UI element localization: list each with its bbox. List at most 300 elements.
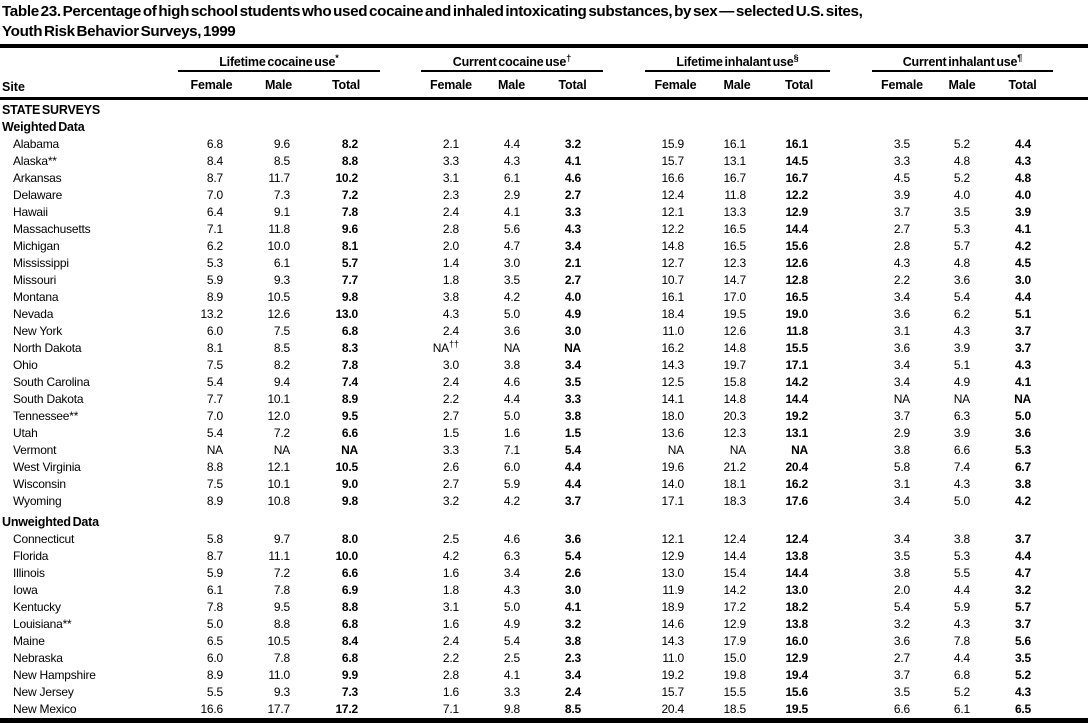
value-cell: 5.0 <box>503 409 520 423</box>
total-value-cell: 16.5 <box>785 290 808 304</box>
table-row <box>0 323 1088 340</box>
value-cell: 16.2 <box>661 341 684 355</box>
column-gap <box>603 442 645 459</box>
value-cell: 14.8 <box>661 239 684 253</box>
total-value-cell: 3.9 <box>1014 205 1032 219</box>
col-header-lifetime-cocaine-use-total: Total <box>312 71 380 99</box>
total-value-cell: 5.4 <box>564 549 581 563</box>
column-gap <box>380 391 421 408</box>
value-cell: 2.9 <box>503 188 520 202</box>
column-gap <box>603 476 645 493</box>
value-cell: 2.0 <box>893 583 910 597</box>
table-row <box>0 204 1088 221</box>
value-cell: 14.6 <box>661 617 684 631</box>
value-cell: 3.1 <box>893 324 910 338</box>
value-cell: 18.4 <box>661 307 684 321</box>
column-gap <box>830 476 872 493</box>
value-cell: 8.9 <box>206 494 223 508</box>
column-gap <box>830 170 872 187</box>
site-cell: Wisconsin <box>13 477 66 491</box>
table-row <box>0 170 1088 187</box>
total-value-cell: 17.2 <box>335 702 358 716</box>
value-cell: 3.5 <box>893 685 910 699</box>
table-row <box>0 425 1088 442</box>
column-gap <box>603 187 645 204</box>
value-cell: 14.4 <box>723 549 746 563</box>
value-cell: 5.8 <box>893 460 910 474</box>
value-cell: 14.0 <box>661 477 684 491</box>
site-cell: New York <box>13 324 63 338</box>
column-gap <box>830 238 872 255</box>
value-cell: 3.7 <box>893 668 910 682</box>
column-gap <box>603 531 645 548</box>
site-cell: South Dakota <box>13 392 84 406</box>
table-row <box>0 493 1088 510</box>
column-gap <box>603 548 645 565</box>
total-value-cell: 4.0 <box>1014 188 1032 202</box>
total-value-cell: 9.9 <box>341 668 358 682</box>
column-gap <box>380 204 421 221</box>
right-margin <box>1053 633 1088 650</box>
right-margin <box>1053 599 1088 616</box>
value-cell: 6.2 <box>953 307 970 321</box>
site-cell: Nevada <box>13 307 54 321</box>
value-cell: 3.5 <box>893 137 910 151</box>
total-value-cell: 3.8 <box>1014 477 1032 491</box>
value-cell: 2.2 <box>893 273 910 287</box>
table-row <box>0 616 1088 633</box>
total-value-cell: 14.4 <box>785 392 808 406</box>
value-cell: 10.8 <box>267 494 290 508</box>
column-gap <box>830 357 872 374</box>
column-gap <box>603 153 645 170</box>
total-value-cell: 2.7 <box>564 273 581 287</box>
value-cell: 15.5 <box>723 685 746 699</box>
value-cell: 10.0 <box>267 239 290 253</box>
right-margin <box>1053 153 1088 170</box>
value-cell: 10.5 <box>267 634 290 648</box>
total-value-cell: 2.6 <box>564 566 581 580</box>
value-cell: 7.8 <box>206 600 223 614</box>
value-cell: 3.6 <box>953 273 970 287</box>
right-margin <box>1053 650 1088 667</box>
column-gap <box>830 391 872 408</box>
value-cell: NA <box>206 443 223 457</box>
value-cell: 7.8 <box>273 583 290 597</box>
total-value-cell: 15.6 <box>785 239 808 253</box>
value-cell: 11.0 <box>662 651 684 665</box>
total-value-cell: 4.4 <box>1014 549 1032 563</box>
value-cell: 10.7 <box>661 273 684 287</box>
total-value-cell: 6.6 <box>341 566 358 580</box>
table-row <box>0 633 1088 650</box>
value-cell: 4.3 <box>953 617 970 631</box>
total-value-cell: 4.1 <box>1014 222 1032 236</box>
value-cell: 6.8 <box>206 137 223 151</box>
value-cell: 12.7 <box>661 256 684 270</box>
site-cell: Maine <box>13 634 45 648</box>
value-cell: 19.2 <box>661 668 684 682</box>
value-cell: 4.8 <box>953 256 970 270</box>
total-value-cell: 12.6 <box>785 256 808 270</box>
total-value-cell: 4.4 <box>564 477 581 491</box>
total-value-cell: 3.7 <box>1014 324 1032 338</box>
site-cell: Delaware <box>13 188 63 202</box>
total-value-cell: 5.2 <box>1014 668 1032 682</box>
value-cell: 6.3 <box>503 549 520 563</box>
value-cell: 5.0 <box>953 494 970 508</box>
column-gap <box>830 289 872 306</box>
site-cell: New Mexico <box>13 702 77 716</box>
total-value-cell: NA <box>341 443 358 457</box>
total-value-cell: 11.8 <box>786 324 808 338</box>
right-margin <box>1053 170 1088 187</box>
column-gap <box>380 71 421 99</box>
value-cell: 19.7 <box>723 358 746 372</box>
total-value-cell: 19.5 <box>785 702 808 716</box>
value-cell: 8.8 <box>206 460 223 474</box>
value-cell: 2.1 <box>442 137 459 151</box>
total-value-cell: 12.8 <box>785 273 808 287</box>
column-gap <box>603 493 645 510</box>
value-cell: 2.8 <box>893 239 910 253</box>
value-cell: 2.2 <box>442 392 459 406</box>
column-gap <box>830 493 872 510</box>
section-header-row <box>0 119 1088 136</box>
column-gap <box>380 599 421 616</box>
table-row <box>0 701 1088 718</box>
total-value-cell: 4.6 <box>564 171 581 185</box>
value-cell: 15.9 <box>661 137 684 151</box>
value-cell: 3.2 <box>893 617 910 631</box>
value-cell: 13.6 <box>661 426 684 440</box>
value-cell: 6.6 <box>953 443 970 457</box>
total-value-cell: 6.6 <box>341 426 358 440</box>
column-gap <box>603 272 645 289</box>
value-cell: 5.2 <box>953 685 970 699</box>
total-value-cell: 14.5 <box>785 154 808 168</box>
value-cell: 4.3 <box>953 324 970 338</box>
table-row <box>0 599 1088 616</box>
value-cell: 18.1 <box>723 477 746 491</box>
value-cell: 8.5 <box>273 154 290 168</box>
value-cell: 1.6 <box>503 426 520 440</box>
value-cell: 4.4 <box>953 651 970 665</box>
value-cell: 9.3 <box>273 685 290 699</box>
column-gap <box>603 667 645 684</box>
total-value-cell: 8.1 <box>341 239 358 253</box>
value-cell: 17.7 <box>267 702 290 716</box>
value-cell: 6.1 <box>503 171 520 185</box>
column-gap <box>603 71 645 99</box>
table-row <box>0 153 1088 170</box>
value-cell: 11.7 <box>268 171 290 185</box>
value-cell: 2.5 <box>503 651 520 665</box>
value-cell: NA <box>503 341 520 355</box>
total-value-cell: 4.2 <box>1014 494 1032 508</box>
table-row <box>0 408 1088 425</box>
value-cell: 20.3 <box>723 409 746 423</box>
value-cell: 2.9 <box>893 426 910 440</box>
value-cell: 14.7 <box>723 273 746 287</box>
value-cell: 9.3 <box>273 273 290 287</box>
value-cell: 15.0 <box>723 651 746 665</box>
total-value-cell: 7.8 <box>341 358 358 372</box>
value-cell: 4.0 <box>953 188 970 202</box>
col-header-lifetime-inhalant-use-male: Male <box>706 71 768 99</box>
column-gap <box>830 408 872 425</box>
column-gap <box>380 187 421 204</box>
right-margin <box>1053 548 1088 565</box>
column-gap <box>380 221 421 238</box>
column-gap <box>603 221 645 238</box>
value-cell: 6.0 <box>206 651 223 665</box>
value-cell: 5.5 <box>953 566 970 580</box>
value-cell: 1.6 <box>442 685 459 699</box>
value-cell: 8.7 <box>206 549 223 563</box>
total-value-cell: 8.8 <box>341 600 358 614</box>
column-gap <box>603 323 645 340</box>
value-cell: 8.9 <box>206 290 223 304</box>
value-cell: 4.3 <box>503 154 520 168</box>
value-cell: 1.8 <box>442 273 459 287</box>
value-cell: 11.1 <box>268 549 290 563</box>
right-margin <box>1053 582 1088 599</box>
total-value-cell: 15.5 <box>785 341 808 355</box>
table-row <box>0 340 1088 357</box>
column-gap <box>603 170 645 187</box>
value-cell: 2.2 <box>442 651 459 665</box>
right-margin <box>1053 459 1088 476</box>
total-value-cell: 7.8 <box>341 205 358 219</box>
value-cell: 5.3 <box>953 549 970 563</box>
column-gap <box>830 306 872 323</box>
value-cell: 7.8 <box>953 634 970 648</box>
total-value-cell: 13.0 <box>335 307 358 321</box>
site-cell: Missouri <box>13 273 57 287</box>
value-cell: 13.2 <box>200 307 223 321</box>
column-gap <box>380 650 421 667</box>
value-cell: 4.1 <box>503 205 520 219</box>
value-cell: 3.6 <box>503 324 520 338</box>
total-value-cell: 7.3 <box>341 685 358 699</box>
col-header-current-inhalant-use-male: Male <box>932 71 992 99</box>
value-cell: 7.3 <box>273 188 290 202</box>
group-header-lifetime-cocaine-use: Lifetime cocaine use* <box>178 50 380 71</box>
column-gap <box>603 374 645 391</box>
value-cell: 3.7 <box>893 409 910 423</box>
column-gap <box>380 238 421 255</box>
table-row <box>0 650 1088 667</box>
column-gap <box>603 582 645 599</box>
right-margin <box>1053 442 1088 459</box>
column-gap <box>380 616 421 633</box>
total-value-cell: 3.3 <box>564 205 581 219</box>
value-cell: 16.5 <box>723 239 746 253</box>
column-gap <box>603 650 645 667</box>
total-value-cell: 15.6 <box>785 685 808 699</box>
table-row <box>0 272 1088 289</box>
total-value-cell: 6.8 <box>341 617 358 631</box>
column-gap <box>830 204 872 221</box>
column-gap <box>380 153 421 170</box>
right-margin <box>1053 531 1088 548</box>
value-cell: 13.0 <box>661 566 684 580</box>
value-cell: 3.4 <box>893 358 910 372</box>
value-cell: 12.2 <box>661 222 684 236</box>
total-value-cell: 5.0 <box>1014 409 1032 423</box>
total-value-cell: 13.8 <box>785 549 808 563</box>
column-gap <box>603 633 645 650</box>
value-cell: 6.3 <box>953 409 970 423</box>
total-value-cell: 4.4 <box>1014 290 1032 304</box>
table-row <box>0 582 1088 599</box>
table-body <box>0 99 1088 719</box>
right-margin <box>1053 71 1088 99</box>
column-gap <box>380 357 421 374</box>
column-gap <box>603 306 645 323</box>
right-margin <box>1053 391 1088 408</box>
site-cell: Connecticut <box>13 532 75 546</box>
value-cell: 5.3 <box>206 256 223 270</box>
value-cell: 7.1 <box>206 222 223 236</box>
value-cell: 12.9 <box>723 617 746 631</box>
right-margin <box>1053 50 1088 71</box>
table-row <box>0 255 1088 272</box>
column-gap <box>380 136 421 153</box>
column-gap <box>603 50 645 71</box>
group-header-current-inhalant-use: Current inhalant use¶ <box>872 50 1053 71</box>
value-cell: 2.6 <box>442 460 459 474</box>
value-cell: 14.3 <box>661 358 684 372</box>
table-header <box>0 50 1088 99</box>
column-gap <box>830 50 872 71</box>
column-gap <box>830 272 872 289</box>
right-margin <box>1053 323 1088 340</box>
value-cell: 10.1 <box>267 477 290 491</box>
column-gap <box>830 667 872 684</box>
value-cell: 11.8 <box>268 222 290 236</box>
right-margin <box>1053 616 1088 633</box>
total-value-cell: 8.2 <box>341 137 358 151</box>
value-cell: 15.7 <box>661 154 684 168</box>
total-value-cell: 4.3 <box>1014 685 1032 699</box>
value-cell: 4.3 <box>953 477 970 491</box>
total-value-cell: 4.0 <box>564 290 581 304</box>
total-value-cell: 17.6 <box>785 494 808 508</box>
value-cell: 6.8 <box>953 668 970 682</box>
column-gap <box>830 548 872 565</box>
value-cell: 8.7 <box>206 171 223 185</box>
col-header-current-inhalant-use-female: Female <box>872 71 932 99</box>
value-cell: NA <box>893 392 910 406</box>
column-gap <box>830 701 872 718</box>
total-value-cell: 3.7 <box>1014 617 1032 631</box>
section-label: Weighted Data <box>2 120 85 134</box>
value-cell: 5.0 <box>206 617 223 631</box>
value-cell: 12.6 <box>267 307 290 321</box>
value-cell: 7.5 <box>206 477 223 491</box>
total-value-cell: 3.2 <box>1014 583 1032 597</box>
value-cell: 14.2 <box>723 583 746 597</box>
column-gap <box>603 136 645 153</box>
table-row <box>0 374 1088 391</box>
site-cell: Wyoming <box>13 494 62 508</box>
value-cell: 13.3 <box>723 205 746 219</box>
column-gap <box>830 136 872 153</box>
value-cell: 8.9 <box>206 668 223 682</box>
total-value-cell: 8.5 <box>564 702 581 716</box>
value-cell: 4.2 <box>442 549 459 563</box>
value-cell: 5.4 <box>206 375 223 389</box>
column-gap <box>830 323 872 340</box>
total-value-cell: 16.1 <box>785 137 808 151</box>
value-cell: 20.4 <box>661 702 684 716</box>
value-cell: 14.8 <box>723 392 746 406</box>
value-cell: 2.4 <box>442 634 459 648</box>
col-header-current-inhalant-use-total: Total <box>992 71 1053 99</box>
column-gap <box>380 548 421 565</box>
total-value-cell: 16.0 <box>785 634 808 648</box>
value-cell: 3.1 <box>893 477 910 491</box>
value-cell: 3.4 <box>503 566 520 580</box>
section-header-row <box>0 510 1088 531</box>
value-cell: 18.0 <box>661 409 684 423</box>
column-gap <box>603 599 645 616</box>
value-cell: NA <box>953 392 970 406</box>
value-cell: 3.1 <box>442 171 459 185</box>
table-row <box>0 565 1088 582</box>
value-cell: 10.5 <box>267 290 290 304</box>
total-value-cell: 4.5 <box>1014 256 1032 270</box>
value-cell: 3.8 <box>503 358 520 372</box>
value-cell: 5.2 <box>953 137 970 151</box>
value-cell: 19.5 <box>723 307 746 321</box>
value-cell: 3.0 <box>503 256 520 270</box>
value-cell: 12.3 <box>723 256 746 270</box>
value-cell: 3.0 <box>442 358 459 372</box>
value-cell: 6.1 <box>273 256 290 270</box>
group-header-current-cocaine-use: Current cocaine use† <box>421 50 603 71</box>
value-cell: 4.4 <box>953 583 970 597</box>
value-cell: 17.9 <box>723 634 746 648</box>
value-cell: 19.6 <box>661 460 684 474</box>
site-cell: Vermont <box>13 443 57 457</box>
value-cell: 5.4 <box>206 426 223 440</box>
column-gap <box>380 667 421 684</box>
value-cell: 10.1 <box>267 392 290 406</box>
value-cell: 13.1 <box>723 154 746 168</box>
total-value-cell: 3.5 <box>1014 651 1032 665</box>
total-value-cell: 3.7 <box>1014 341 1032 355</box>
value-cell: 16.6 <box>200 702 223 716</box>
value-cell: 9.5 <box>273 600 290 614</box>
column-gap <box>830 459 872 476</box>
site-cell: Michigan <box>13 239 60 253</box>
col-header-current-cocaine-use-male: Male <box>481 71 542 99</box>
total-value-cell: 3.5 <box>564 375 581 389</box>
right-margin <box>1053 425 1088 442</box>
col-header-lifetime-inhalant-use-female: Female <box>645 71 706 99</box>
right-margin <box>1053 289 1088 306</box>
right-margin <box>1053 272 1088 289</box>
total-value-cell: 3.8 <box>564 409 581 423</box>
value-cell: 7.4 <box>953 460 970 474</box>
total-value-cell: 9.8 <box>341 290 358 304</box>
value-cell: 4.3 <box>503 583 520 597</box>
value-cell: 12.5 <box>661 375 684 389</box>
column-gap <box>603 701 645 718</box>
